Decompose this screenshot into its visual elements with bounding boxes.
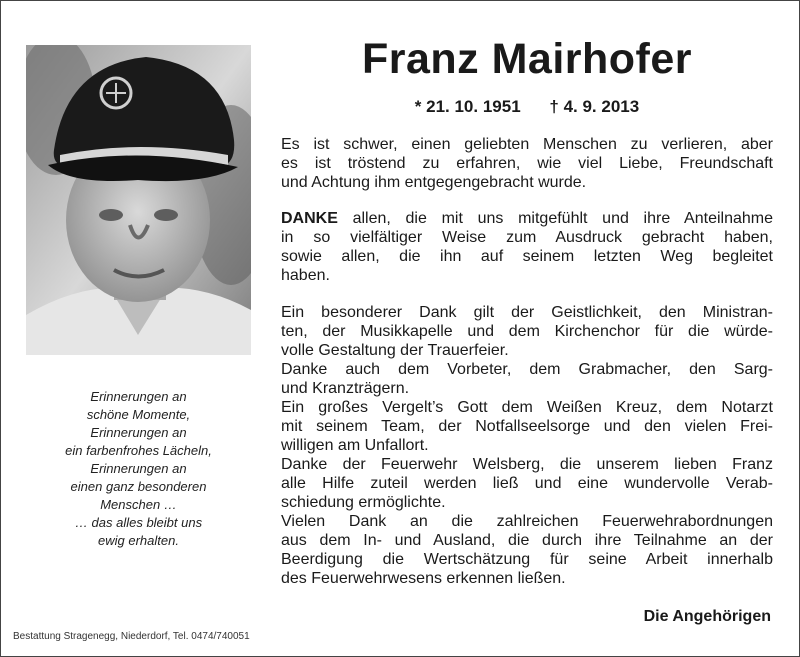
birth-date: * 21. 10. 1951 — [414, 97, 521, 116]
text-line: volle Gestaltung der Trauerfeier. — [281, 342, 509, 359]
portrait-photo — [26, 45, 251, 355]
text-line: Ein besonderer Dank gilt der Geistlichkeit, den Ministran- — [281, 304, 773, 321]
text-line — [281, 209, 773, 228]
poem-line: ewig erhalten. — [98, 533, 179, 548]
text-line: alle Hilfe zuteil werden ließ und eine wundervolle Verab- — [281, 475, 773, 492]
text-line: schiedung ermöglichte. — [281, 494, 446, 511]
text-line: in so vielfältiger Weise zum Ausdruck gebracht haben, — [281, 229, 773, 246]
text-line: Ein großes Vergelt’s Gott dem Weißen Kreuz, dem Notarzt — [281, 399, 773, 416]
poem-line: Erinnerungen an — [90, 461, 187, 476]
text-line: Danke der Feuerwehr Welsberg, die unserem lieben Franz — [281, 456, 773, 473]
text-line: Beerdigung die Wertschätzung für seine Arbeit innerhalb — [281, 551, 773, 568]
funeral-home-footer: Bestattung Stragenegg, Niederdorf, Tel. 0474/740051 — [13, 631, 250, 642]
memorial-poem — [26, 388, 251, 550]
poem-line: … das alles bleibt uns — [74, 515, 203, 530]
danke-emphasis: DANKE — [281, 210, 338, 227]
paragraph-thanks — [281, 209, 773, 285]
text-line: sowie allen, die ihn auf seinem letzten Weg begleitet — [281, 248, 773, 265]
text-line: ten, der Musikkapelle und dem Kirchenchor für die würde- — [281, 323, 773, 340]
text-line: und Achtung ihm entgegengebracht wurde. — [281, 174, 587, 191]
text-line: willigen am Unfallort. — [281, 437, 429, 454]
text-line: des Feuerwehrwesens erkennen ließen. — [281, 570, 566, 587]
text-line: Danke auch dem Vorbeter, dem Grabmacher, den Sarg- — [281, 361, 773, 378]
text-line: Vielen Dank an die zahlreichen Feuerwehrabordnungen — [281, 513, 773, 530]
text-line: es ist tröstend zu erfahren, wie viel Liebe, Freundschaft — [281, 155, 773, 172]
death-date: † 4. 9. 2013 — [549, 97, 640, 116]
text-line: haben. — [281, 267, 330, 284]
poem-line: schöne Momente, — [86, 407, 191, 422]
deceased-name: Franz Mairhofer — [361, 35, 693, 83]
text-line: und Kranzträgern. — [281, 380, 410, 397]
paragraph-intro — [281, 135, 773, 192]
text-line: aus dem In- und Ausland, die durch ihre Teilnahme an der — [281, 532, 773, 549]
poem-line: einen ganz besonderen — [70, 479, 207, 494]
poem-line: Erinnerungen an — [90, 389, 187, 404]
paragraph-special-thanks — [281, 303, 773, 588]
life-dates — [281, 97, 773, 117]
text-fragment: allen, die mit uns mitgefühlt und ihre Anteilnahme — [337, 210, 773, 227]
poem-line: ein farbenfrohes Lächeln, — [65, 443, 212, 458]
signoff: Die Angehörigen — [643, 608, 771, 625]
portrait-illustration — [26, 45, 251, 355]
poem-line: Erinnerungen an — [90, 425, 187, 440]
text-line: Es ist schwer, einen geliebten Menschen zu verlieren, aber — [281, 136, 773, 153]
poem-line: Menschen … — [100, 497, 177, 512]
text-line: mit seinem Team, der Notfallseelsorge und den vielen Frei- — [281, 418, 773, 435]
